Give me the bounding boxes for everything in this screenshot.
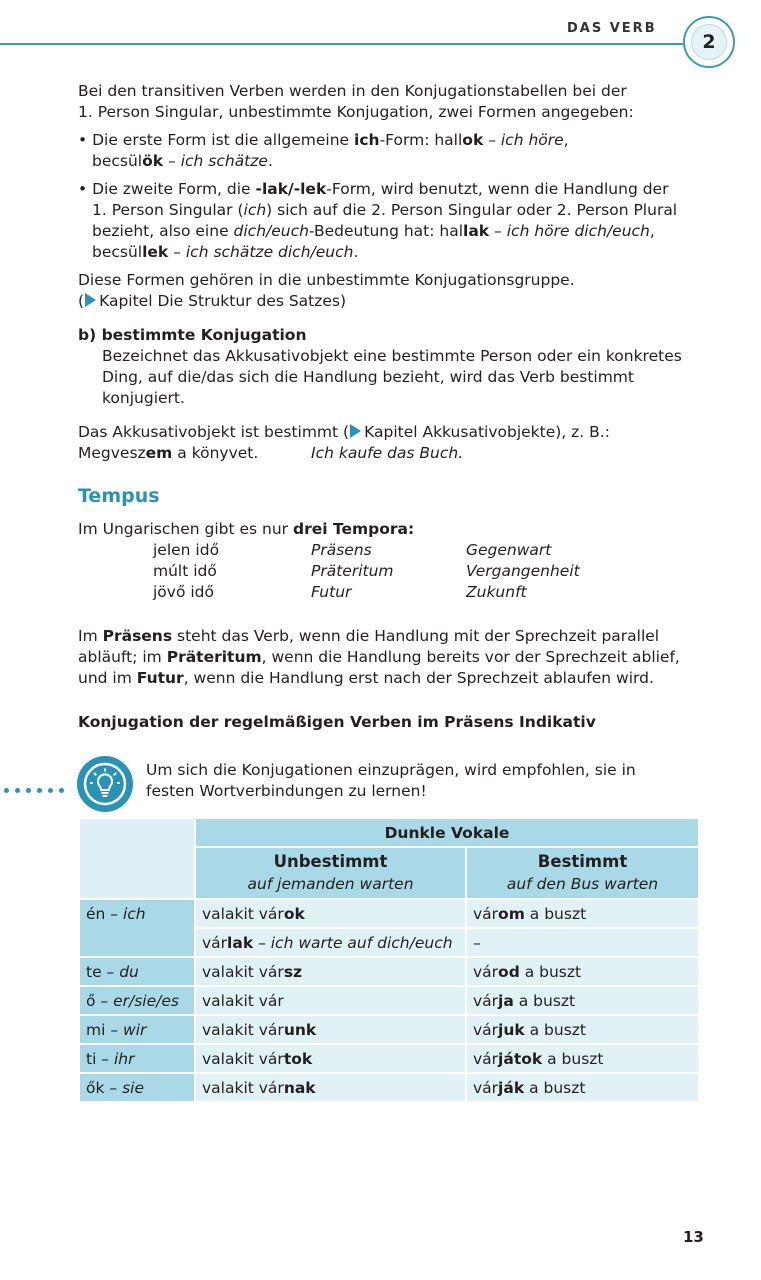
konjugation-heading: Konjugation der regelmäßigen Verben im Präsens Indikativ	[78, 713, 596, 731]
lightbulb-icon	[77, 756, 133, 812]
bullet-2-line-3: bezieht, also eine dich/euch-Bedeutung hat: hallak – ich höre dich/euch,	[92, 222, 655, 240]
person-cell: ti – ihr	[80, 1045, 194, 1072]
akk-example: Megveszem a könyvet.	[78, 444, 259, 462]
chapter-number: 2	[691, 24, 727, 60]
person-cell: ő – er/sie/es	[80, 987, 194, 1014]
arrow-right-icon	[350, 424, 361, 438]
tempus-row-hu: múlt idő	[153, 562, 217, 580]
tempus-para-line-2: abläuft; im Präteritum, wenn die Handlung bereits vor der Sprechzeit ablief,	[78, 648, 680, 666]
header-rule	[0, 43, 683, 45]
tempus-para-line-3: und im Futur, wenn die Handlung erst nach der Sprechzeit ablaufen wird.	[78, 669, 654, 687]
table-row	[80, 1016, 698, 1043]
bestimmt-cell: –	[467, 929, 698, 956]
col-unbestimmt-header: Unbestimmt auf jemanden warten	[196, 848, 465, 898]
table-row	[80, 900, 698, 927]
table-row	[80, 1074, 698, 1101]
section-b-line-1: Bezeichnet das Akkusativobjekt eine bestimmte Person oder ein konkretes	[102, 347, 682, 365]
chapter-reference-link[interactable]: Kapitel Die Struktur des Satzes)	[99, 292, 347, 310]
tempus-heading: Tempus	[78, 485, 160, 507]
tip-line-1: Um sich die Konjugationen einzuprägen, wird empfohlen, sie in	[146, 761, 636, 779]
tempus-para-line-1: Im Präsens steht das Verb, wenn die Handlung mit der Sprechzeit parallel	[78, 627, 660, 645]
tempus-row-de: Gegenwart	[466, 541, 552, 559]
table-group-header: Dunkle Vokale	[196, 819, 698, 846]
unbestimmt-cell: valakit vársz	[196, 958, 465, 985]
bullet-1-line-1: • Die erste Form ist die allgemeine ich-Form: hallok – ich höre,	[78, 131, 569, 149]
bullet-2-line-4: becsüllek – ich schätze dich/euch.	[92, 243, 359, 261]
table-row	[80, 819, 698, 846]
bestimmt-cell: várjátok a buszt	[467, 1045, 698, 1072]
unbestimmt-cell: valakit várnak	[196, 1074, 465, 1101]
tempus-row-hu: jövő idő	[153, 583, 215, 601]
intro-line-1: Bei den transitiven Verben werden in den Konjugationstabellen bei der	[78, 82, 627, 100]
person-cell: én – ich	[80, 900, 194, 956]
tempus-row-de: Vergangenheit	[466, 562, 580, 580]
bullet-2-line-2: 1. Person Singular (ich) sich auf die 2. Person Singular oder 2. Person Plural	[92, 201, 678, 219]
bestimmt-cell: várod a buszt	[467, 958, 698, 985]
bestimmt-cell: várja a buszt	[467, 987, 698, 1014]
bullet-2-line-1: • Die zweite Form, die -lak/-lek-Form, wird benutzt, wenn die Handlung der	[78, 180, 669, 198]
tempus-row-hu: jelen idő	[153, 541, 220, 559]
tempus-intro: Im Ungarischen gibt es nur drei Tempora:	[78, 520, 415, 538]
conjugation-table	[78, 817, 700, 1103]
col-bestimmt-header: Bestimmt auf den Bus warten	[467, 848, 698, 898]
person-cell: mi – wir	[80, 1016, 194, 1043]
tempus-row-lat: Präteritum	[311, 562, 394, 580]
table-row	[80, 958, 698, 985]
tip-line-2: festen Wortverbindungen zu lernen!	[146, 782, 427, 800]
bullet-dot: •	[78, 131, 88, 149]
forms-line-2: ( Kapitel Die Struktur des Satzes)	[78, 292, 347, 310]
table-row	[80, 987, 698, 1014]
tempus-row-de: Zukunft	[466, 583, 527, 601]
section-b-title: b) bestimmte Konjugation	[78, 326, 307, 344]
intro-line-2: 1. Person Singular, unbestimmte Konjugation, zwei Formen angegeben:	[78, 103, 634, 121]
bestimmt-cell: várják a buszt	[467, 1074, 698, 1101]
unbestimmt-cell: valakit várunk	[196, 1016, 465, 1043]
akkusativ-reference-link[interactable]: Kapitel Akkusativobjekte), z. B.:	[364, 423, 610, 441]
running-header: DAS VERB	[567, 21, 657, 36]
unbestimmt-cell: valakit vár	[196, 987, 465, 1014]
table-row	[80, 1045, 698, 1072]
arrow-right-icon	[85, 293, 96, 307]
person-cell: ők – sie	[80, 1074, 194, 1101]
unbestimmt-cell: várlak – ich warte auf dich/euch	[196, 929, 465, 956]
unbestimmt-cell: valakit vártok	[196, 1045, 465, 1072]
bullet-1-line-2: becsülök – ich schätze.	[92, 152, 273, 170]
person-cell: te – du	[80, 958, 194, 985]
bestimmt-cell: várjuk a buszt	[467, 1016, 698, 1043]
section-b-line-2: Ding, auf die/das sich die Handlung bezieht, wird das Verb bestimmt	[102, 368, 634, 386]
page-number: 13	[683, 1228, 704, 1246]
section-b-line-3: konjugiert.	[102, 389, 185, 407]
forms-line-1: Diese Formen gehören in die unbestimmte Konjugationsgruppe.	[78, 271, 575, 289]
tip-dots-decoration	[4, 779, 70, 797]
table-corner	[80, 819, 194, 898]
bestimmt-cell: várom a buszt	[467, 900, 698, 927]
chapter-badge	[683, 16, 735, 68]
tempus-row-lat: Futur	[311, 583, 352, 601]
unbestimmt-cell: valakit várok	[196, 900, 465, 927]
bullet-dot: •	[78, 180, 88, 198]
akk-example-translation: Ich kaufe das Buch.	[311, 444, 464, 462]
tempus-row-lat: Präsens	[311, 541, 372, 559]
akk-line-1: Das Akkusativobjekt ist bestimmt ( Kapitel Akkusativobjekte), z. B.:	[78, 423, 610, 441]
